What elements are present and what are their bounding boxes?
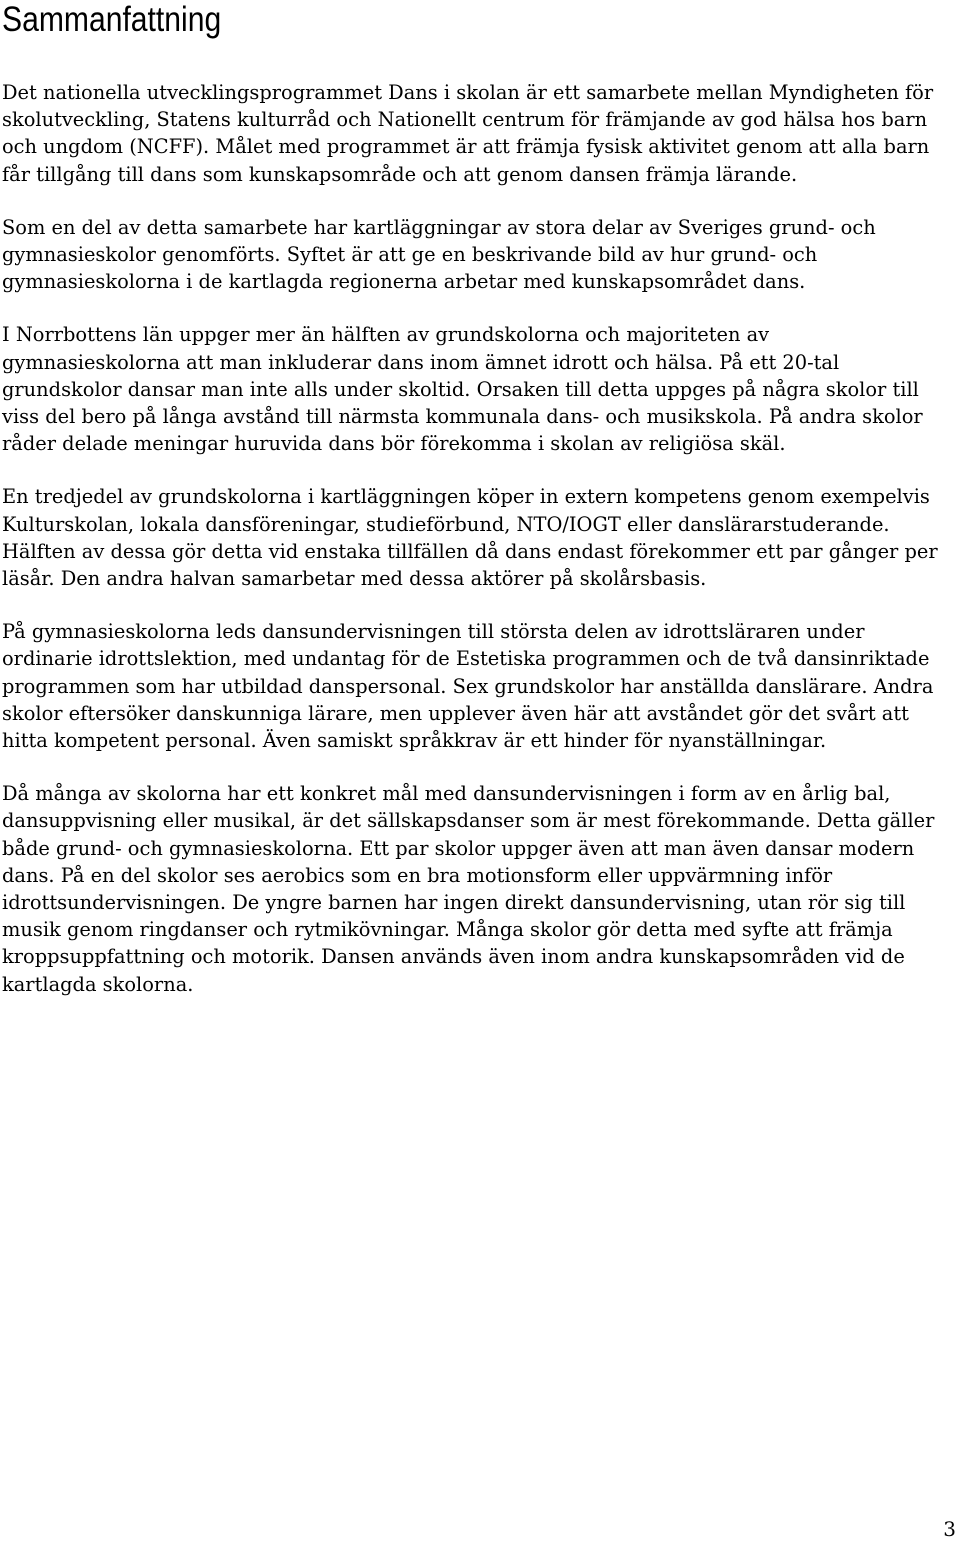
text-line: viss del bero på långa avstånd till närmsta kommunala dans- och musikskola. På andra skolor	[2, 405, 923, 429]
text-line: programmen som har utbildad danspersonal. Sex grundskolor har anställda danslärare. Andra	[2, 674, 934, 698]
text-line: Hälften av dessa gör detta vid enstaka tillfällen då dans endast förekommer ett par gånger per	[2, 539, 938, 563]
text-line: gymnasieskolor genomförts. Syftet är att ge en beskrivande bild av hur grund- och	[2, 243, 818, 267]
text-line: både grund- och gymnasieskolorna. Ett par skolor uppger även att man även dansar modern	[2, 836, 915, 860]
paragraph-intro	[2, 79, 954, 188]
text-line: Kulturskolan, lokala dansföreningar, studieförbund, NTO/IOGT eller danslärarstuderande.	[2, 512, 890, 536]
text-line: råder delade meningar huruvida dans bör förekomma i skolan av religiösa skäl.	[2, 432, 786, 456]
text-line: kroppsuppfattning och motorik. Dansen används även inom andra kunskapsområden vid de	[2, 945, 905, 969]
text-line: gymnasieskolorna i de kartlagda regionerna arbetar med kunskapsområdet dans.	[2, 270, 806, 294]
paragraph-dance-forms	[2, 780, 954, 998]
text-line: skolutveckling, Statens kulturråd och Nationellt centrum för främjande av god hälsa hos barn	[2, 108, 928, 132]
text-line: Då många av skolorna har ett konkret mål med dansundervisningen i form av en årlig bal,	[2, 782, 891, 806]
text-line: Det nationella utvecklingsprogrammet Dans i skolan är ett samarbete mellan Myndigheten för	[2, 81, 934, 104]
text-line: läsår. Den andra halvan samarbetar med dessa aktörer på skolårsbasis.	[2, 567, 707, 591]
summary-body	[2, 79, 954, 1024]
text-line: idrottsundervisningen. De yngre barnen har ingen direkt dansundervisning, utan rör sig till	[2, 891, 906, 915]
text-line: En tredjedel av grundskolorna i kartläggningen köper in extern kompetens genom exempelvis	[2, 485, 930, 509]
paragraph-external-competence	[2, 483, 954, 592]
text-line: Som en del av detta samarbete har kartläggningar av stora delar av Sveriges grund- och	[2, 215, 876, 239]
paragraph-norrbotten	[2, 321, 954, 457]
text-line: och ungdom (NCFF). Målet med programmet är att främja fysisk aktivitet genom att alla barn	[2, 135, 930, 159]
text-line: dans. På en del skolor ses aerobics som en bra motionsform eller uppvärmning inför	[2, 863, 833, 887]
text-line: skolor eftersöker danskunniga lärare, men upplever även här att avståndet gör det svårt att	[2, 701, 909, 725]
text-line: I Norrbottens län uppger mer än hälften av grundskolorna och majoriteten av	[2, 323, 770, 347]
text-line: kartlagda skolorna.	[2, 972, 194, 996]
text-line: ordinarie idrottslektion, med undantag för de Estetiska programmen och de två dansinriktade	[2, 647, 930, 671]
paragraph-survey	[2, 214, 954, 296]
text-line: dansuppvisning eller musikal, är det sällskapsdanser som är mest förekommande. Detta gäller	[2, 809, 935, 833]
text-line: musik genom ringdanser och rytmikövningar. Många skolor gör detta med syfte att främja	[2, 918, 893, 942]
paragraph-upper-secondary	[2, 618, 954, 754]
text-line: På gymnasieskolorna leds dansundervisningen till största delen av idrottsläraren under	[2, 620, 865, 644]
page-title: Sammanfattning	[2, 0, 222, 39]
text-line: får tillgång till dans som kunskapsområde och att genom dansen främja lärande.	[2, 162, 798, 186]
text-line: gymnasieskolorna att man inkluderar dans inom ämnet idrott och hälsa. På ett 20-tal	[2, 350, 840, 374]
page-number: 3	[943, 1517, 956, 1541]
text-line: hitta kompetent personal. Även samiskt språkkrav är ett hinder för nyanställningar.	[2, 729, 827, 753]
text-line: grundskolor dansar man inte alls under skoltid. Orsaken till detta uppges på några skolor till	[2, 377, 919, 401]
